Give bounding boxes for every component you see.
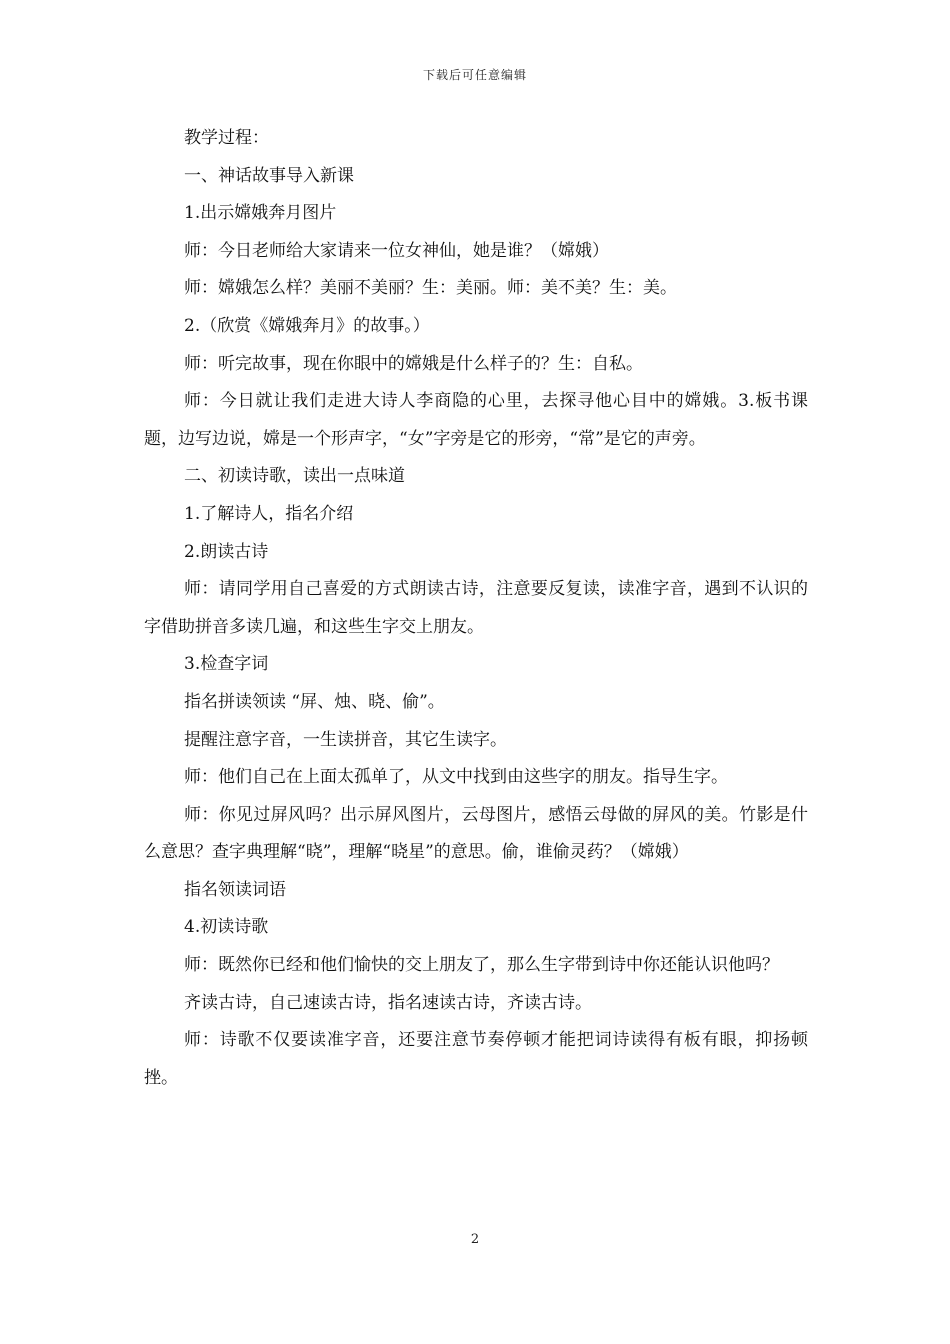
paragraph: 师：今日就让我们走进大诗人李商隐的心里，去探寻他心目中的嫦娥。3.板书课题，边写边说，嫦是一个形声字，“女”字旁是它的形旁，“常”是它的声旁。 <box>144 391 808 449</box>
paragraph: 师：听完故事，现在你眼中的嫦娥是什么样子的？生：自私。 <box>184 353 643 374</box>
paragraph: 师：嫦娥怎么样？美丽不美丽？生：美丽。师：美不美？生：美。 <box>184 278 677 299</box>
paragraph: 1.了解诗人，指名介绍 <box>184 503 354 524</box>
paragraph: 师：今日老师给大家请来一位女神仙，她是谁？（嫦娥） <box>184 240 609 261</box>
paragraph: 提醒注意字音，一生读拼音，其它生读字。 <box>184 729 507 750</box>
paragraph: 2.（欣赏《嫦娥奔月》的故事。） <box>184 315 430 336</box>
paragraph: 一、神话故事导入新课 <box>184 165 354 186</box>
paragraph: 师：请同学用自己喜爱的方式朗读古诗，注意要反复读，读准字音，遇到不认识的字借助拼音多读几遍，和这些生字交上朋友。 <box>144 579 808 637</box>
paragraph: 齐读古诗，自己速读古诗，指名速读古诗，齐读古诗。 <box>184 992 592 1013</box>
paragraph: 2.朗读古诗 <box>184 541 269 562</box>
paragraph: 指名拼读领读 “屏、烛、晓、偷”。 <box>184 691 445 712</box>
paragraph: 3.检查字词 <box>184 654 269 675</box>
paragraph: 师：他们自己在上面太孤单了，从文中找到由这些字的朋友。指导生字。 <box>184 767 728 788</box>
paragraph: 教学过程： <box>184 128 269 148</box>
paragraph: 师：既然你已经和他们愉快的交上朋友了，那么生字带到诗中你还能认识他吗？ <box>184 955 779 976</box>
document-body <box>144 120 808 1097</box>
page-number: 2 <box>470 1232 480 1247</box>
paragraph: 指名领读词语 <box>184 879 286 900</box>
page-header: 下载后可任意编辑 <box>422 68 527 82</box>
paragraph: 4.初读诗歌 <box>184 917 269 938</box>
paragraph: 二、初读诗歌，读出一点味道 <box>184 466 405 487</box>
paragraph: 师：你见过屏风吗？出示屏风图片，云母图片，感悟云母做的屏风的美。竹影是什么意思？查字典理解“晓”，理解“晓星”的意思。偷，谁偷灵药？（嫦娥） <box>144 804 808 863</box>
paragraph: 师：诗歌不仅要读准字音，还要注意节奏停顿才能把词诗读得有板有眼，抑扬顿挫。 <box>144 1030 808 1088</box>
paragraph: 1.出示嫦娥奔月图片 <box>184 203 337 224</box>
